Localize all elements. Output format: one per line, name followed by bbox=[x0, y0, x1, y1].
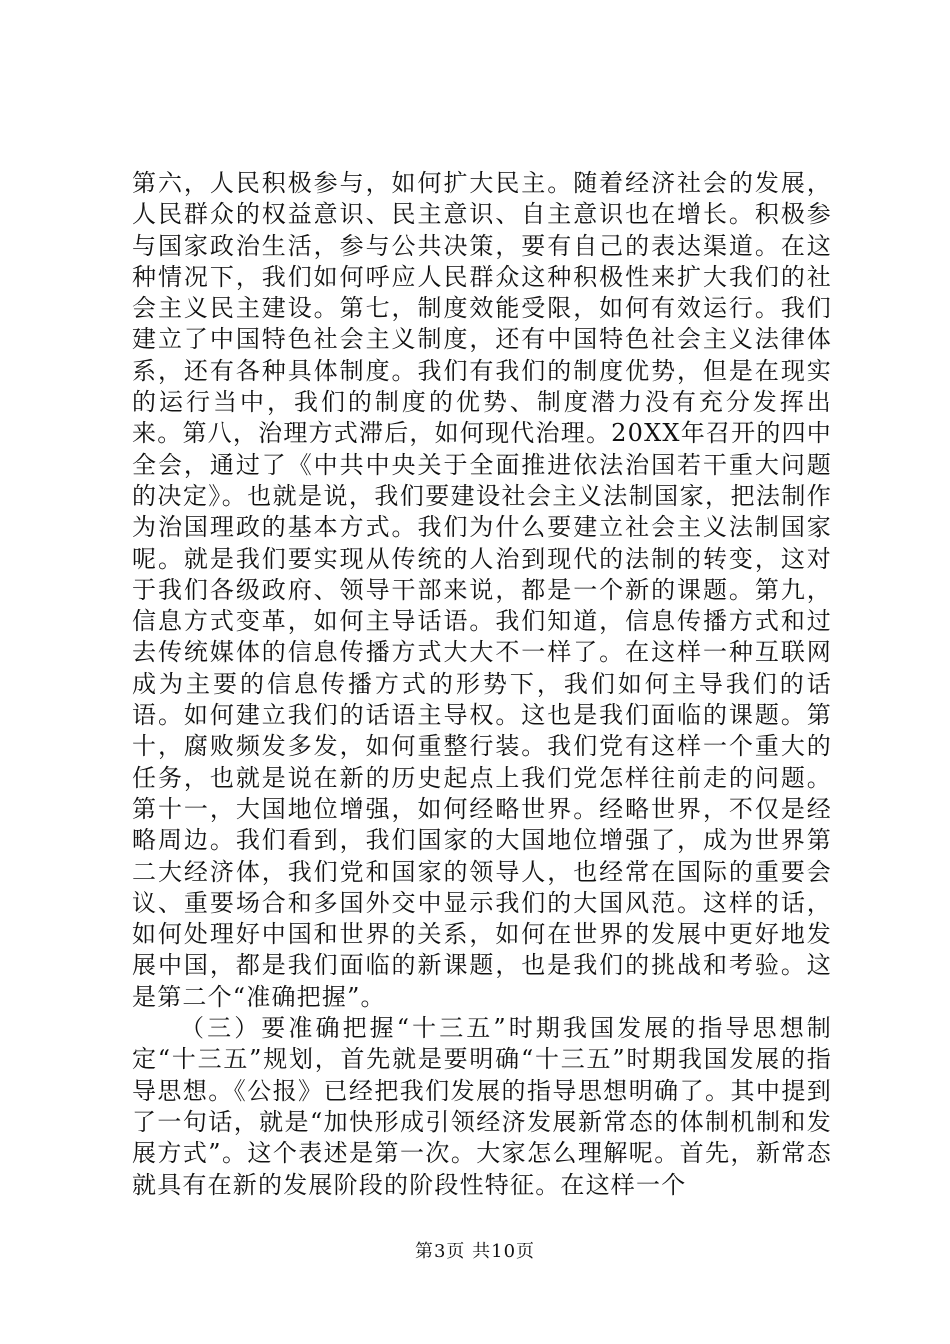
body-text bbox=[132, 168, 832, 1201]
page-number-footer: 第3页 共10页 bbox=[414, 1241, 536, 1262]
paragraph-1: 第六，人民积极参与，如何扩大民主。随着经济社会的发展，人民群众的权益意识、民主意识、自主意识也在增长。积极参与国家政治生活，参与公共决策，要有自己的表达渠道。在这种情况下，我们如何呼应人民群众这种积极性来扩大我们的社会主义民主建设。第七，制度效能受限，如何有效运行。我们建立了中国特色社会主义制度，还有中国特色社会主义法律体系，还有各种具体制度。我们有我们的制度优势，但是在现实的运行当中，我们的制度的优势、制度潜力没有充分发挥出来。第八，治理方式滞后，如何现代治理。20XX年召开的四中全会，通过了《中共中央关于全面推进依法治国若干重大问题的决定》。也就是说，我们要建设社会主义法制国家，把法制作为治国理政的基本方式。我们为什么要建立社会主义法制国家呢。就是我们要实现从传统的人治到现代的法制的转变，这对于我们各级政府、领导干部来说，都是一个新的课题。第九，信息方式变革，如何主导话语。我们知道，信息传播方式和过去传统媒体的信息传播方式大大不一样了。在这样一种互联网成为主要的信息传播方式的形势下，我们如何主导我们的话语。如何建立我们的话语主导权。这也是我们面临的课题。第十，腐败频发多发，如何重整行装。我们党有这样一个重大的任务，也就是说在新的历史起点上我们党怎样往前走的问题。第十一，大国地位增强，如何经略世界。经略世界，不仅是经略周边。我们看到，我们国家的大国地位增强了，成为世界第二大经济体，我们党和国家的领导人，也经常在国际的重要会议、重要场合和多国外交中显示我们的大国风范。这样的话，如何处理好中国和世界的关系，如何在世界的发展中更好地发展中国，都是我们面临的新课题，也是我们的挑战和考验。这是第二个“准确把握”。 bbox=[132, 169, 832, 1011]
paragraph-2: （三）要准确把握“十三五”时期我国发展的指导思想制定“十三五”规划，首先就是要明确“十三五”时期我国发展的指导思想。《公报》已经把我们发展的指导思想明确了。其中提到了一句话，就是“加快形成引领经济发展新常态的体制机制和发展方式”。这个表述是第一次。大家怎么理解呢。首先，新常态就具有在新的发展阶段的阶段性特征。在这样一个 bbox=[132, 1014, 832, 1199]
